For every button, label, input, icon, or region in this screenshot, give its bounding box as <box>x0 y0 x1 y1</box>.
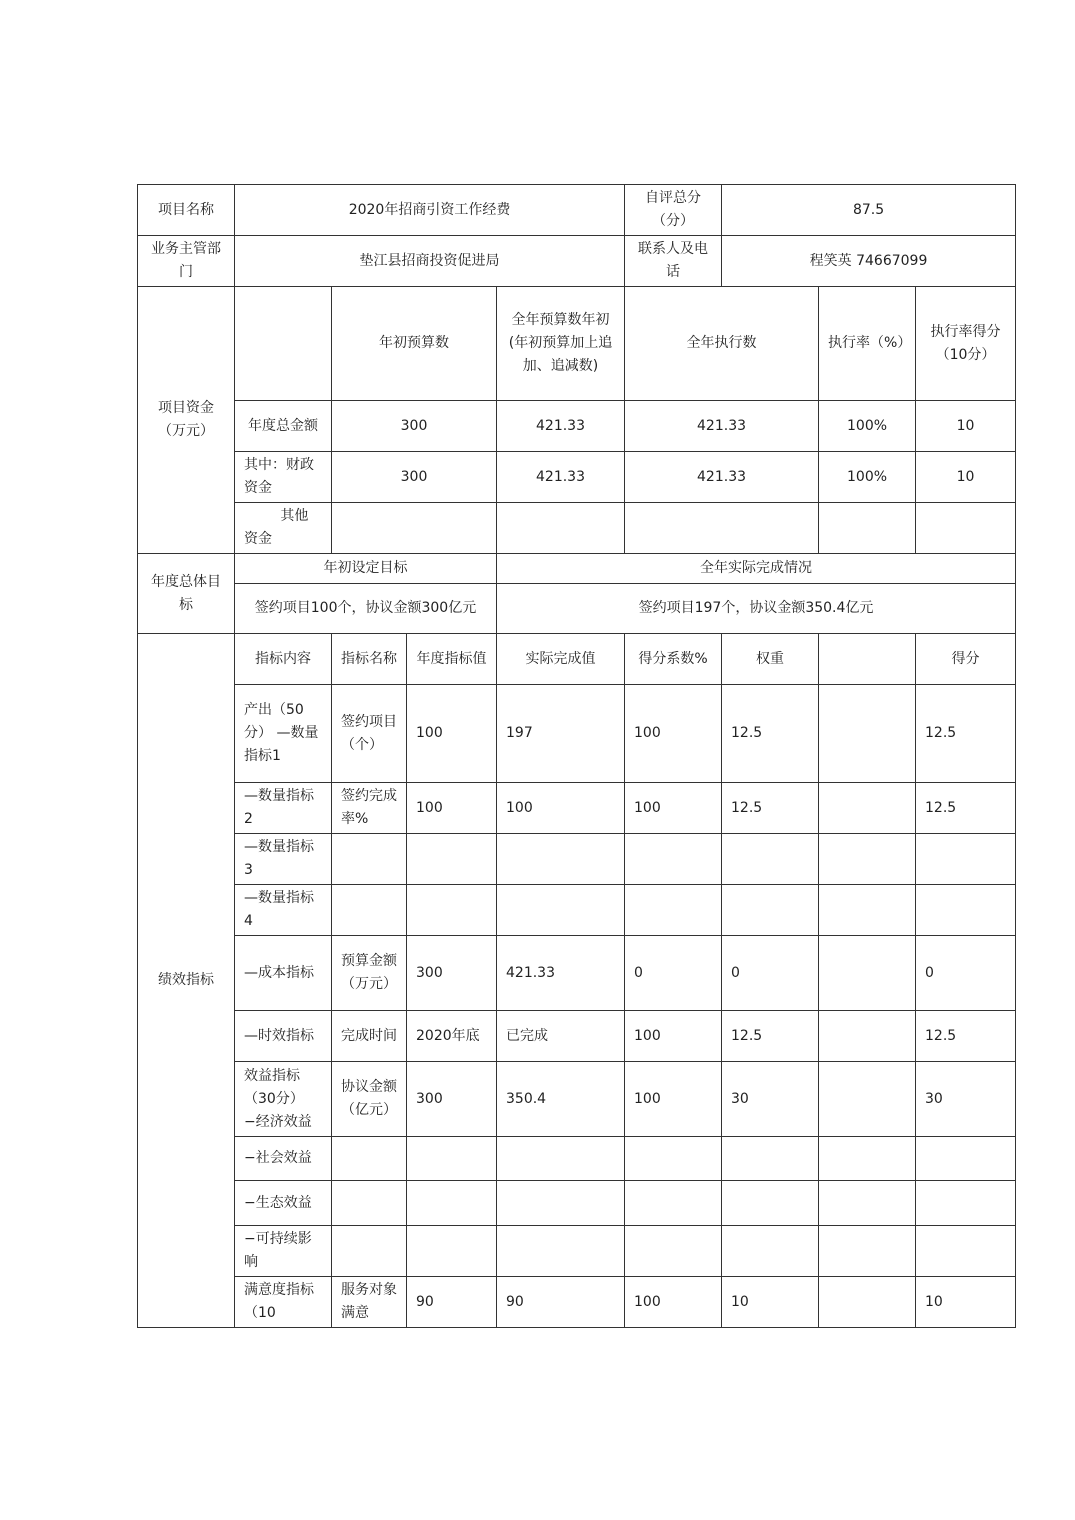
kpi-name <box>332 834 407 885</box>
kpi-content: 效益指标（30分）−经济效益 <box>235 1062 332 1137</box>
kpi-target <box>407 1137 497 1181</box>
kpi-header-coef: 得分系数% <box>625 634 722 685</box>
kpi-row <box>138 1226 1016 1277</box>
kpi-weight: 12.5 <box>722 1011 819 1062</box>
kpi-score <box>916 1226 1016 1277</box>
kpi-weight: 30 <box>722 1062 819 1137</box>
kpi-row <box>138 834 1016 885</box>
kpi-score <box>916 834 1016 885</box>
kpi-content: —数量指标2 <box>235 783 332 834</box>
kpi-row <box>138 936 1016 1011</box>
funds-row <box>138 401 1016 452</box>
funds-rate-score: 10 <box>916 452 1016 503</box>
funds-col-full-year: 全年预算数年初(年初预算加上追加、追减数) <box>497 287 625 401</box>
funds-row <box>138 503 1016 554</box>
kpi-weight <box>722 885 819 936</box>
department-row <box>138 236 1016 287</box>
funds-row-label: 其他资金 <box>235 503 332 554</box>
funds-initial: 300 <box>332 452 497 503</box>
project-name-value: 2020年招商引资工作经费 <box>235 185 625 236</box>
kpi-coef <box>625 1137 722 1181</box>
kpi-row <box>138 1137 1016 1181</box>
kpi-content: —成本指标 <box>235 936 332 1011</box>
kpi-name <box>332 1181 407 1226</box>
kpi-content: —数量指标3 <box>235 834 332 885</box>
kpi-name: 服务对象满意 <box>332 1277 407 1328</box>
funds-initial <box>332 503 497 554</box>
kpi-actual: 100 <box>497 783 625 834</box>
goals-initial-text: 签约项目100个，协议金额300亿元 <box>235 584 497 634</box>
kpi-name: 签约完成率% <box>332 783 407 834</box>
goals-actual-label: 全年实际完成情况 <box>497 554 1016 584</box>
funds-full-year: 421.33 <box>497 452 625 503</box>
kpi-actual: 已完成 <box>497 1011 625 1062</box>
kpi-target: 90 <box>407 1277 497 1328</box>
kpi-content: 产出（50分） —数量指标1 <box>235 685 332 783</box>
goals-section-label: 年度总体目标 <box>138 554 235 634</box>
kpi-actual <box>497 834 625 885</box>
kpi-row <box>138 783 1016 834</box>
kpi-coef: 100 <box>625 1011 722 1062</box>
funds-rate: 100% <box>819 452 916 503</box>
kpi-score <box>916 1181 1016 1226</box>
goals-actual-text: 签约项目197个，协议金额350.4亿元 <box>497 584 1016 634</box>
funds-executed: 421.33 <box>625 401 819 452</box>
funds-full-year: 421.33 <box>497 401 625 452</box>
funds-row-label: 其中：财政资金 <box>235 452 332 503</box>
kpi-weight <box>722 1137 819 1181</box>
kpi-content: −可持续影响 <box>235 1226 332 1277</box>
kpi-row <box>138 1011 1016 1062</box>
kpi-header-blank <box>819 634 916 685</box>
kpi-target: 300 <box>407 936 497 1011</box>
funds-executed: 421.33 <box>625 452 819 503</box>
kpi-weight: 12.5 <box>722 685 819 783</box>
funds-col-rate: 执行率（%） <box>819 287 916 401</box>
kpi-coef: 100 <box>625 685 722 783</box>
kpi-content: —数量指标4 <box>235 885 332 936</box>
funds-col-initial: 年初预算数 <box>332 287 497 401</box>
kpi-row <box>138 1062 1016 1137</box>
kpi-target <box>407 1226 497 1277</box>
project-name-row <box>138 185 1016 236</box>
kpi-actual <box>497 885 625 936</box>
funds-rate: 100% <box>819 401 916 452</box>
kpi-name: 完成时间 <box>332 1011 407 1062</box>
kpi-header-row <box>138 634 1016 685</box>
kpi-name: 预算金额（万元） <box>332 936 407 1011</box>
funds-rate-score <box>916 503 1016 554</box>
kpi-name: 协议金额（亿元） <box>332 1062 407 1137</box>
kpi-score: 12.5 <box>916 1011 1016 1062</box>
kpi-score: 12.5 <box>916 685 1016 783</box>
kpi-score <box>916 885 1016 936</box>
kpi-score: 0 <box>916 936 1016 1011</box>
kpi-coef: 0 <box>625 936 722 1011</box>
kpi-content: —时效指标 <box>235 1011 332 1062</box>
kpi-blank <box>819 834 916 885</box>
self-score-label: 自评总分（分） <box>625 185 722 236</box>
kpi-coef: 100 <box>625 1062 722 1137</box>
funds-section-label: 项目资金（万元） <box>138 287 235 554</box>
kpi-coef <box>625 1226 722 1277</box>
kpi-name <box>332 885 407 936</box>
kpi-name <box>332 1137 407 1181</box>
contact-label: 联系人及电话 <box>625 236 722 287</box>
kpi-content: −社会效益 <box>235 1137 332 1181</box>
funds-rate <box>819 503 916 554</box>
kpi-actual: 350.4 <box>497 1062 625 1137</box>
kpi-target <box>407 834 497 885</box>
kpi-target: 300 <box>407 1062 497 1137</box>
kpi-content: 满意度指标（10 <box>235 1277 332 1328</box>
department-label: 业务主管部门 <box>138 236 235 287</box>
kpi-section-label: 绩效指标 <box>138 634 235 1328</box>
kpi-blank <box>819 1137 916 1181</box>
kpi-target: 2020年底 <box>407 1011 497 1062</box>
kpi-header-target: 年度指标值 <box>407 634 497 685</box>
goals-header-row <box>138 554 1016 584</box>
kpi-target <box>407 885 497 936</box>
kpi-actual: 421.33 <box>497 936 625 1011</box>
kpi-row <box>138 685 1016 783</box>
kpi-header-name: 指标名称 <box>332 634 407 685</box>
kpi-blank <box>819 1181 916 1226</box>
kpi-actual: 90 <box>497 1277 625 1328</box>
kpi-coef <box>625 834 722 885</box>
kpi-name <box>332 1226 407 1277</box>
funds-col-executed: 全年执行数 <box>625 287 819 401</box>
kpi-header-score: 得分 <box>916 634 1016 685</box>
goals-initial-label: 年初设定目标 <box>235 554 497 584</box>
kpi-actual <box>497 1137 625 1181</box>
kpi-header-weight: 权重 <box>722 634 819 685</box>
kpi-coef <box>625 885 722 936</box>
funds-row <box>138 452 1016 503</box>
kpi-actual: 197 <box>497 685 625 783</box>
self-score-value: 87.5 <box>722 185 1016 236</box>
funds-initial: 300 <box>332 401 497 452</box>
kpi-weight: 10 <box>722 1277 819 1328</box>
kpi-score: 30 <box>916 1062 1016 1137</box>
kpi-blank <box>819 685 916 783</box>
funds-executed <box>625 503 819 554</box>
funds-full-year <box>497 503 625 554</box>
kpi-content: −生态效益 <box>235 1181 332 1226</box>
kpi-actual <box>497 1181 625 1226</box>
kpi-row <box>138 1181 1016 1226</box>
kpi-blank <box>819 1226 916 1277</box>
kpi-score: 12.5 <box>916 783 1016 834</box>
kpi-name: 签约项目（个） <box>332 685 407 783</box>
kpi-blank <box>819 783 916 834</box>
funds-corner-cell <box>235 287 332 401</box>
kpi-blank <box>819 936 916 1011</box>
funds-row-label: 年度总金额 <box>235 401 332 452</box>
funds-col-rate-score: 执行率得分（10分） <box>916 287 1016 401</box>
kpi-weight <box>722 1181 819 1226</box>
kpi-weight <box>722 1226 819 1277</box>
kpi-coef <box>625 1181 722 1226</box>
kpi-target: 100 <box>407 783 497 834</box>
kpi-weight: 12.5 <box>722 783 819 834</box>
kpi-target <box>407 1181 497 1226</box>
performance-evaluation-table <box>137 184 1016 1328</box>
funds-header-row <box>138 287 1016 401</box>
kpi-coef: 100 <box>625 1277 722 1328</box>
project-name-label: 项目名称 <box>138 185 235 236</box>
kpi-row <box>138 885 1016 936</box>
kpi-header-content: 指标内容 <box>235 634 332 685</box>
kpi-blank <box>819 1011 916 1062</box>
kpi-coef: 100 <box>625 783 722 834</box>
kpi-actual <box>497 1226 625 1277</box>
kpi-header-actual: 实际完成值 <box>497 634 625 685</box>
kpi-target: 100 <box>407 685 497 783</box>
kpi-score: 10 <box>916 1277 1016 1328</box>
kpi-blank <box>819 1277 916 1328</box>
funds-rate-score: 10 <box>916 401 1016 452</box>
contact-value: 程笑英 74667099 <box>722 236 1016 287</box>
kpi-blank <box>819 1062 916 1137</box>
kpi-blank <box>819 885 916 936</box>
kpi-weight: 0 <box>722 936 819 1011</box>
goals-value-row <box>138 584 1016 634</box>
department-value: 垫江县招商投资促进局 <box>235 236 625 287</box>
kpi-weight <box>722 834 819 885</box>
kpi-score <box>916 1137 1016 1181</box>
kpi-row <box>138 1277 1016 1328</box>
